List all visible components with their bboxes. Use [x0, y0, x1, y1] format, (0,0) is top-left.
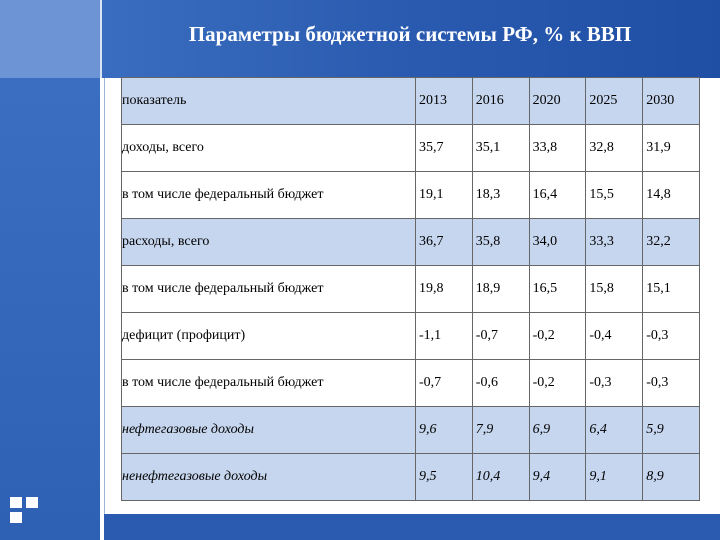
- value-cell: 33,8: [529, 125, 586, 172]
- row-label: расходы, всего: [122, 219, 416, 266]
- value-cell: -0,3: [586, 360, 643, 407]
- value-cell: 18,3: [472, 172, 529, 219]
- value-cell: 9,5: [416, 454, 473, 501]
- value-cell: 32,8: [586, 125, 643, 172]
- logo-square: [10, 497, 22, 508]
- row-label: в том числе федеральный бюджет: [122, 360, 416, 407]
- value-cell: -0,6: [472, 360, 529, 407]
- left-sidebar: [0, 78, 100, 540]
- row-label: ненефтегазовые доходы: [122, 454, 416, 501]
- header-corner-block: [0, 0, 100, 78]
- row-label: в том числе федеральный бюджет: [122, 266, 416, 313]
- table-row: [122, 125, 700, 172]
- header-cell: 2016: [472, 78, 529, 125]
- table-header-row: [122, 78, 700, 125]
- value-cell: 6,9: [529, 407, 586, 454]
- value-cell: 15,8: [586, 266, 643, 313]
- value-cell: 5,9: [643, 407, 700, 454]
- value-cell: 15,5: [586, 172, 643, 219]
- logo-square: [10, 512, 22, 523]
- value-cell: 14,8: [643, 172, 700, 219]
- value-cell: 33,3: [586, 219, 643, 266]
- header-cell: показатель: [122, 78, 416, 125]
- row-label: нефтегазовые доходы: [122, 407, 416, 454]
- sidebar-stripe-thin: [104, 78, 105, 540]
- value-cell: 16,4: [529, 172, 586, 219]
- table-row: [122, 313, 700, 360]
- value-cell: 15,1: [643, 266, 700, 313]
- value-cell: -0,4: [586, 313, 643, 360]
- table-row: [122, 266, 700, 313]
- value-cell: 9,4: [529, 454, 586, 501]
- value-cell: 16,5: [529, 266, 586, 313]
- bottom-bar: [104, 514, 720, 540]
- value-cell: 32,2: [643, 219, 700, 266]
- value-cell: 35,7: [416, 125, 473, 172]
- value-cell: -0,7: [472, 313, 529, 360]
- table-row: [122, 360, 700, 407]
- value-cell: -0,2: [529, 360, 586, 407]
- logo-square: [26, 497, 38, 508]
- value-cell: 34,0: [529, 219, 586, 266]
- table-row: [122, 407, 700, 454]
- table-row: [122, 172, 700, 219]
- header-cell: 2025: [586, 78, 643, 125]
- value-cell: 9,1: [586, 454, 643, 501]
- header-cell: 2020: [529, 78, 586, 125]
- value-cell: 35,1: [472, 125, 529, 172]
- header-cell: 2030: [643, 78, 700, 125]
- row-label: в том числе федеральный бюджет: [122, 172, 416, 219]
- value-cell: -0,2: [529, 313, 586, 360]
- value-cell: 19,1: [416, 172, 473, 219]
- value-cell: 8,9: [643, 454, 700, 501]
- value-cell: 31,9: [643, 125, 700, 172]
- value-cell: 9,6: [416, 407, 473, 454]
- table-row: [122, 454, 700, 501]
- value-cell: 36,7: [416, 219, 473, 266]
- value-cell: -0,3: [643, 360, 700, 407]
- value-cell: 18,9: [472, 266, 529, 313]
- value-cell: 7,9: [472, 407, 529, 454]
- value-cell: -1,1: [416, 313, 473, 360]
- header-cell: 2013: [416, 78, 473, 125]
- budget-table: [121, 77, 700, 501]
- value-cell: 35,8: [472, 219, 529, 266]
- value-cell: -0,3: [643, 313, 700, 360]
- value-cell: -0,7: [416, 360, 473, 407]
- table-row: [122, 219, 700, 266]
- value-cell: 19,8: [416, 266, 473, 313]
- value-cell: 6,4: [586, 407, 643, 454]
- slide-title: Параметры бюджетной системы РФ, % к ВВП: [188, 22, 632, 46]
- row-label: дефицит (профицит): [122, 313, 416, 360]
- value-cell: 10,4: [472, 454, 529, 501]
- row-label: доходы, всего: [122, 125, 416, 172]
